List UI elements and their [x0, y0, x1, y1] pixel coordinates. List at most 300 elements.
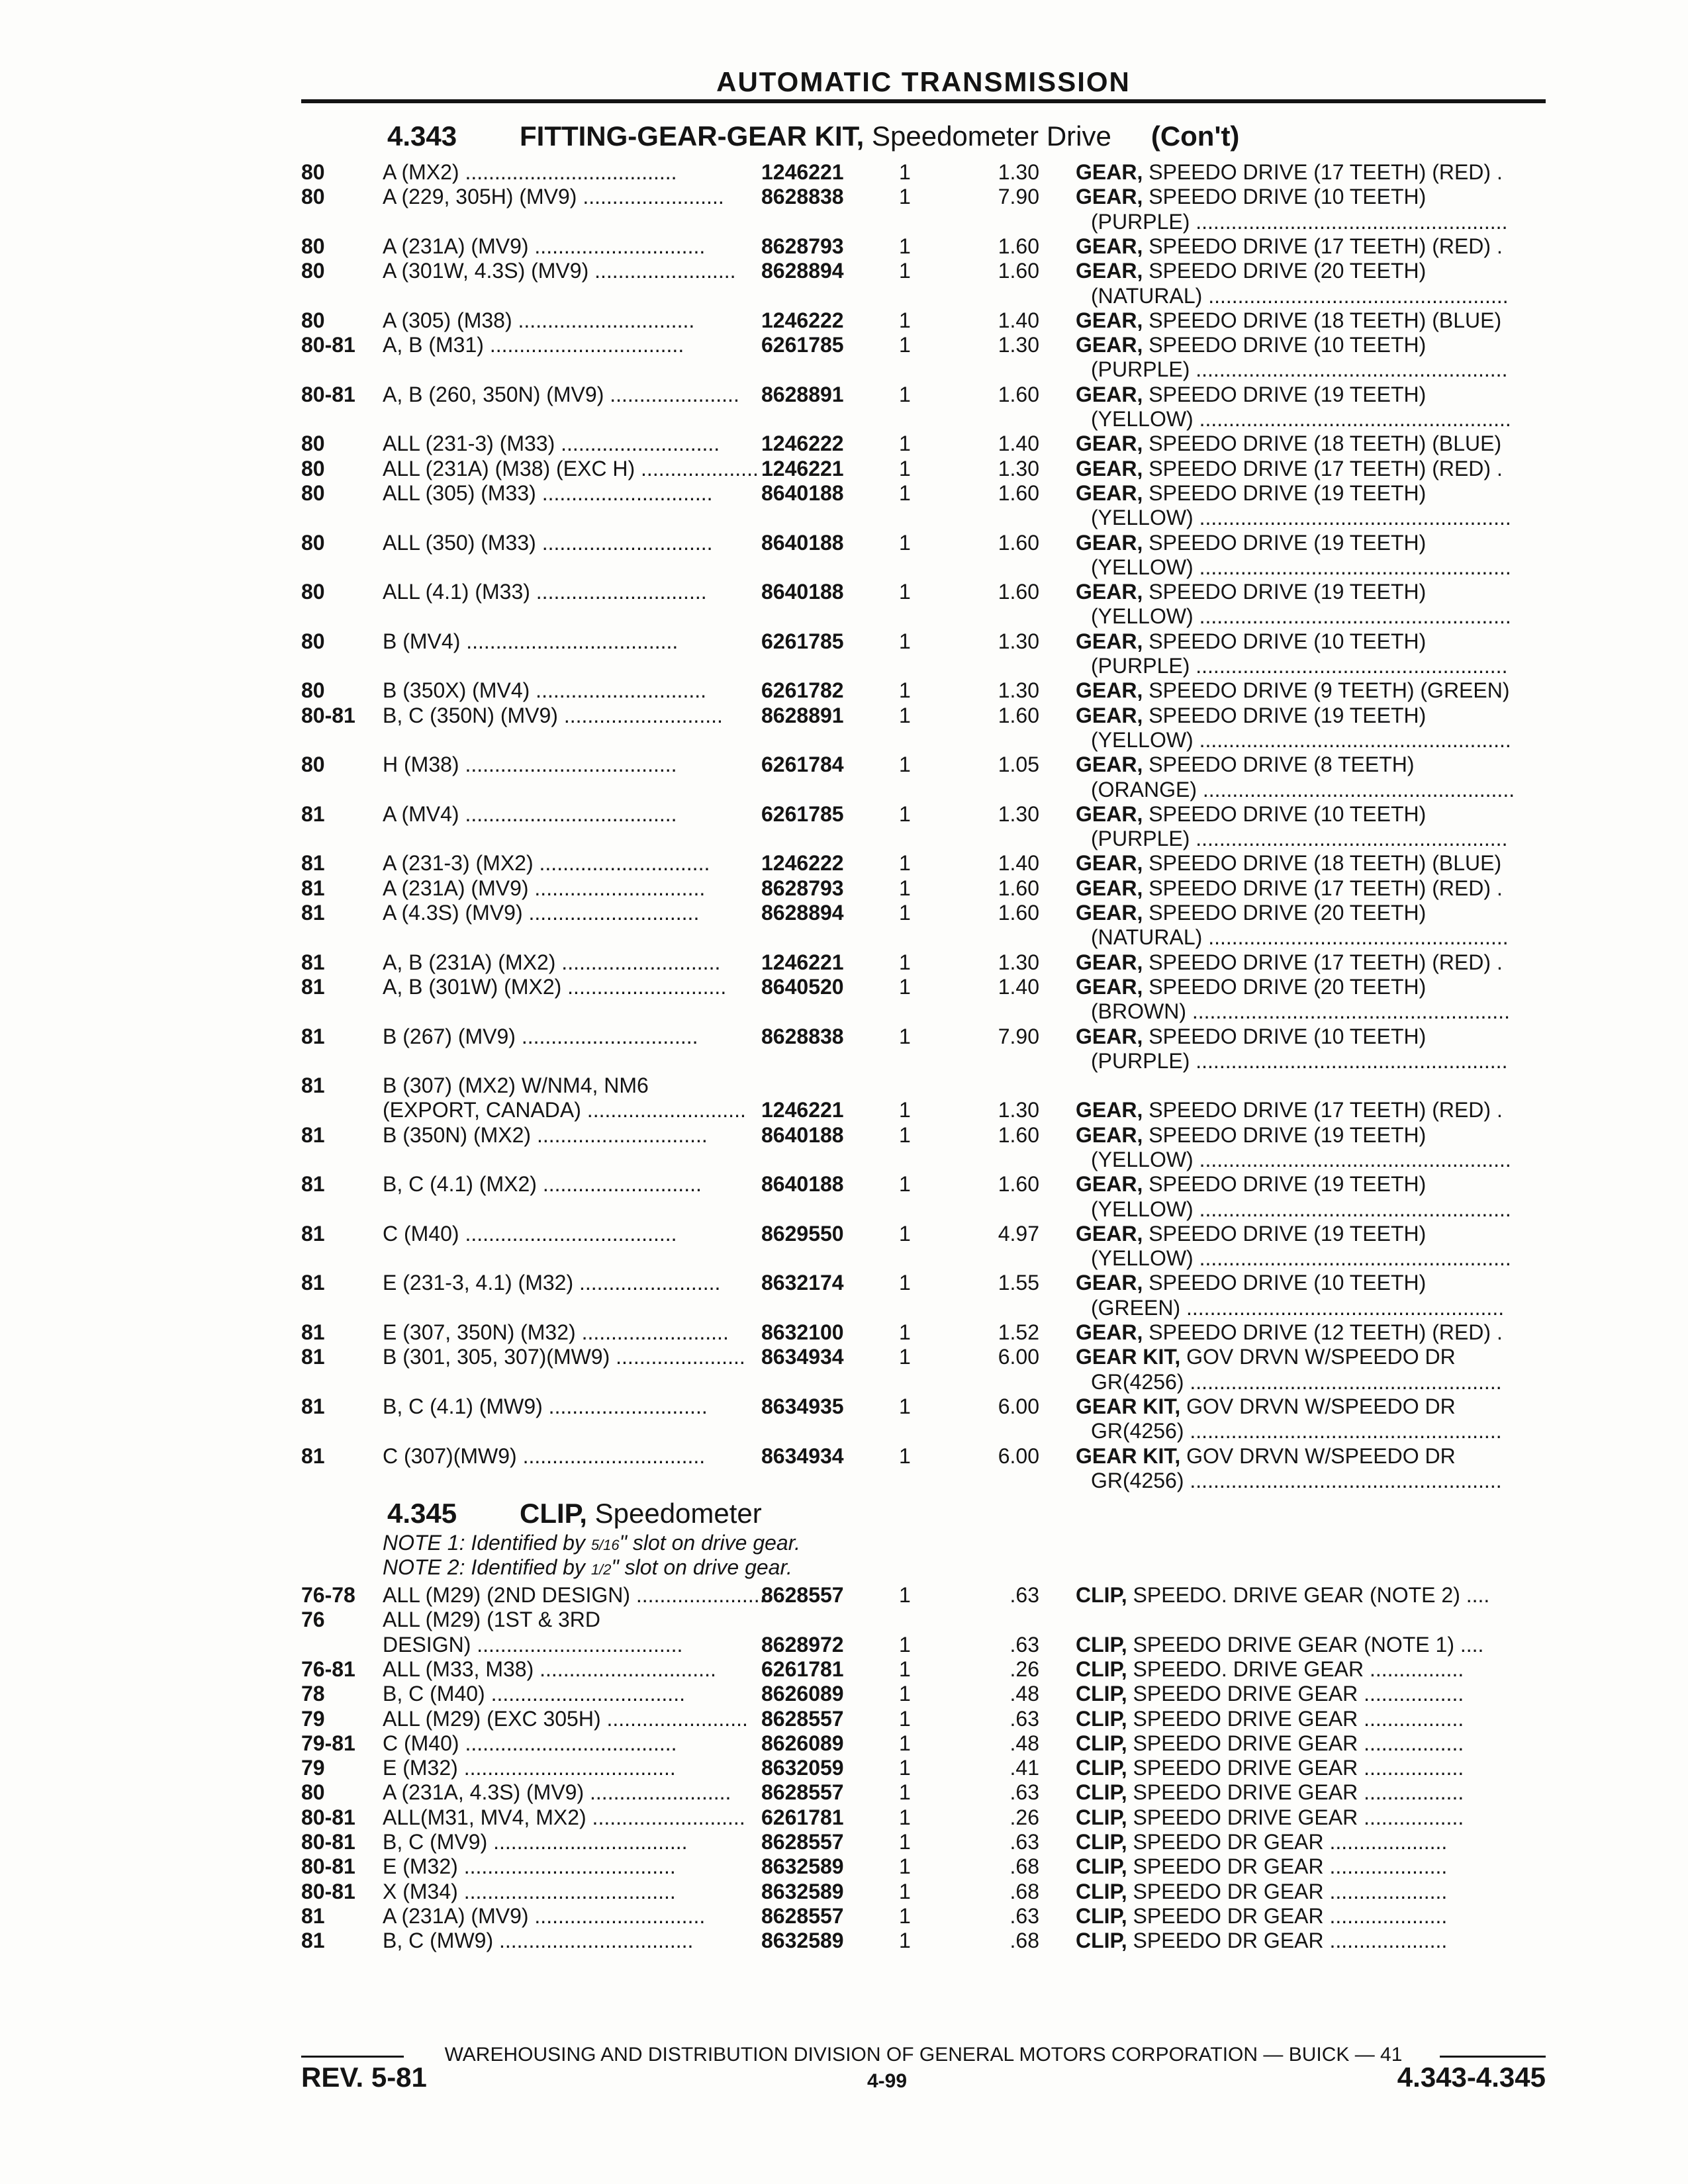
- table-row: [0, 506, 1688, 530]
- description: [1076, 950, 1542, 975]
- description-keyword: GEAR,: [1076, 185, 1143, 208]
- description: [1091, 1469, 1558, 1493]
- table-row: [0, 999, 1688, 1024]
- model-year: 81: [301, 1444, 325, 1468]
- table-row: [0, 580, 1688, 604]
- model-year: 81: [301, 901, 325, 925]
- quantity: 1: [899, 851, 911, 875]
- application: A (MX2) ....................................: [383, 160, 677, 184]
- description-text: (YELLOW) .....................................................: [1091, 1246, 1511, 1270]
- table-row: [0, 827, 1688, 851]
- description: [1091, 210, 1558, 234]
- model-year: 81: [301, 802, 325, 826]
- description: [1091, 1049, 1558, 1073]
- description-text: (NATURAL) ...................................................: [1091, 284, 1509, 308]
- table-row: [0, 851, 1688, 876]
- model-year: 80: [301, 457, 325, 480]
- description-text: (GREEN) ......................................................: [1091, 1296, 1505, 1320]
- table-row: [0, 901, 1688, 925]
- description: [1091, 827, 1558, 851]
- price: .68: [1009, 1929, 1039, 1952]
- price: 7.90: [998, 185, 1039, 208]
- description-text: SPEEDO DRIVE (19 TEETH): [1143, 1222, 1427, 1246]
- price: 1.30: [998, 950, 1039, 974]
- section-title-rest: Speedometer Drive: [871, 120, 1111, 152]
- quantity: 1: [899, 1394, 911, 1418]
- part-number: 1246222: [761, 851, 844, 875]
- description: [1091, 1148, 1558, 1172]
- part-number: 8628894: [761, 901, 844, 925]
- application: B, C (4.1) (MX2) ...........................: [383, 1172, 702, 1196]
- description-text: SPEEDO DRIVE (17 TEETH) (RED) .: [1143, 876, 1503, 900]
- description-keyword: GEAR,: [1076, 481, 1143, 505]
- description-text: SPEEDO DRIVE (10 TEETH): [1143, 629, 1427, 653]
- part-number: 6261781: [761, 1657, 844, 1681]
- description-text: SPEEDO DRIVE (10 TEETH): [1143, 185, 1427, 208]
- section-title-bold: FITTING-GEAR-GEAR KIT,: [520, 120, 865, 152]
- model-year: 81: [301, 1123, 325, 1147]
- application: A (4.3S) (MV9) .............................: [383, 901, 700, 925]
- part-number: 8634934: [761, 1444, 844, 1468]
- quantity: 1: [899, 531, 911, 555]
- price: .26: [1009, 1805, 1039, 1829]
- description-text: (PURPLE) .....................................................: [1091, 210, 1508, 234]
- description: [1091, 1246, 1558, 1271]
- description-text: SPEEDO DRIVE (19 TEETH): [1143, 481, 1427, 505]
- table-row: [0, 1830, 1688, 1854]
- price: .41: [1009, 1756, 1039, 1780]
- part-number: 1246221: [761, 1098, 844, 1122]
- table-row: [0, 432, 1688, 456]
- table-row: [0, 1320, 1688, 1345]
- description: [1076, 160, 1542, 185]
- price: 7.90: [998, 1024, 1039, 1048]
- description-text: SPEEDO DRIVE (20 TEETH): [1143, 975, 1427, 999]
- price: .63: [1009, 1583, 1039, 1607]
- description-text: SPEEDO DRIVE (20 TEETH): [1143, 259, 1427, 283]
- section-continued: (Con't): [1150, 120, 1240, 152]
- quantity: 1: [899, 457, 911, 480]
- table-row: [0, 160, 1688, 185]
- quantity: 1: [899, 383, 911, 406]
- description-keyword: GEAR,: [1076, 901, 1143, 925]
- table-row: [0, 654, 1688, 678]
- table-row: [0, 1172, 1688, 1197]
- application: ALL (4.1) (M33) .............................: [383, 580, 707, 604]
- table-row: [0, 1657, 1688, 1682]
- application: A (301W, 4.3S) (MV9) ........................: [383, 259, 736, 283]
- description-keyword: CLIP,: [1076, 1583, 1127, 1607]
- description-text: SPEEDO DR GEAR ....................: [1127, 1904, 1448, 1928]
- description-text: SPEEDO DRIVE (19 TEETH): [1143, 1123, 1427, 1147]
- quantity: 1: [899, 975, 911, 999]
- description-keyword: GEAR,: [1076, 1024, 1143, 1048]
- table-row: [0, 185, 1688, 209]
- description-text: SPEEDO DRIVE (19 TEETH): [1143, 531, 1427, 555]
- application: ALL (231A) (M38) (EXC H) ....................: [383, 457, 759, 480]
- model-year: 76: [301, 1608, 325, 1631]
- model-year: 81: [301, 1394, 325, 1418]
- application: E (M32) ....................................: [383, 1756, 676, 1780]
- price: 6.00: [998, 1394, 1039, 1418]
- part-number: 8628557: [761, 1830, 844, 1854]
- description-text: (YELLOW) .....................................................: [1091, 555, 1511, 579]
- model-year: 80: [301, 580, 325, 604]
- description-text: (YELLOW) .....................................................: [1091, 407, 1511, 431]
- price: 1.40: [998, 851, 1039, 875]
- price: 1.60: [998, 1123, 1039, 1147]
- price: 1.40: [998, 432, 1039, 455]
- description: [1076, 1707, 1542, 1731]
- quantity: 1: [899, 901, 911, 925]
- price: .63: [1009, 1904, 1039, 1928]
- description: [1091, 999, 1558, 1024]
- description-text: SPEEDO DRIVE (17 TEETH) (RED) .: [1143, 457, 1503, 480]
- description-keyword: GEAR,: [1076, 1222, 1143, 1246]
- part-number: 6261782: [761, 678, 844, 702]
- description-text: SPEEDO DRIVE (9 TEETH) (GREEN): [1143, 678, 1510, 702]
- model-year: 80: [301, 259, 325, 283]
- price: 6.00: [998, 1444, 1039, 1468]
- description: [1076, 580, 1542, 604]
- part-number: 8640188: [761, 531, 844, 555]
- quantity: 1: [899, 308, 911, 332]
- description-text: SPEEDO DRIVE (19 TEETH): [1143, 1172, 1427, 1196]
- application: E (M32) ....................................: [383, 1854, 676, 1878]
- description: [1076, 1583, 1542, 1608]
- application: X (M34) ....................................: [383, 1880, 676, 1903]
- part-number: 8640188: [761, 1123, 844, 1147]
- description: [1076, 234, 1542, 259]
- price: 1.30: [998, 160, 1039, 184]
- model-year: 80: [301, 1780, 325, 1804]
- part-number: 8628838: [761, 1024, 844, 1048]
- table-row: [0, 259, 1688, 283]
- price: 1.60: [998, 383, 1039, 406]
- description-text: (YELLOW) .....................................................: [1091, 728, 1511, 752]
- part-number: 8628793: [761, 234, 844, 258]
- description: [1076, 1271, 1542, 1295]
- description-keyword: GEAR,: [1076, 752, 1143, 776]
- part-number: 1246221: [761, 160, 844, 184]
- model-year: 78: [301, 1682, 325, 1706]
- quantity: 1: [899, 1929, 911, 1952]
- description: [1076, 1904, 1542, 1929]
- description: [1076, 1320, 1542, 1345]
- quantity: 1: [899, 1780, 911, 1804]
- model-year: 81: [301, 1172, 325, 1196]
- table-row: [0, 284, 1688, 308]
- quantity: 1: [899, 1682, 911, 1706]
- description: [1076, 851, 1542, 876]
- model-year: 80: [301, 234, 325, 258]
- description: [1091, 1296, 1558, 1320]
- model-year: 76-81: [301, 1657, 355, 1681]
- table-row: [0, 1854, 1688, 1879]
- description: [1076, 1780, 1542, 1805]
- application: A (231A) (MV9) .............................: [383, 876, 706, 900]
- price: .68: [1009, 1854, 1039, 1878]
- part-number: 8632059: [761, 1756, 844, 1780]
- table-row: [0, 704, 1688, 728]
- description: [1091, 728, 1558, 752]
- model-year: 81: [301, 950, 325, 974]
- part-number: 8628972: [761, 1633, 844, 1657]
- description: [1076, 531, 1542, 555]
- description-text: (PURPLE) .....................................................: [1091, 654, 1508, 678]
- description-text: SPEEDO DRIVE (19 TEETH): [1143, 580, 1427, 604]
- quantity: 1: [899, 1904, 911, 1928]
- part-number: 1246222: [761, 432, 844, 455]
- description-keyword: GEAR,: [1076, 1098, 1143, 1122]
- note-2: NOTE 2: Identified by 1/2" slot on drive gear.: [383, 1555, 792, 1579]
- part-number: 6261785: [761, 802, 844, 826]
- table-row: [0, 357, 1688, 382]
- model-year: 81: [301, 1073, 325, 1097]
- description-text: (PURPLE) .....................................................: [1091, 827, 1508, 850]
- table-row: [0, 678, 1688, 703]
- description: [1076, 1880, 1542, 1904]
- description: [1076, 1756, 1542, 1780]
- table-row: [0, 1444, 1688, 1469]
- part-number: 8632589: [761, 1929, 844, 1952]
- description-text: (ORANGE) .....................................................: [1091, 778, 1515, 801]
- application: B, C (MW9) .................................: [383, 1929, 694, 1952]
- table-row: [0, 1469, 1688, 1493]
- model-year: 79: [301, 1707, 325, 1731]
- description-keyword: CLIP,: [1076, 1780, 1127, 1804]
- description-keyword: CLIP,: [1076, 1929, 1127, 1952]
- application: B (307) (MX2) W/NM4, NM6: [383, 1073, 649, 1097]
- description: [1076, 975, 1542, 999]
- description-keyword: CLIP,: [1076, 1633, 1127, 1657]
- quantity: 1: [899, 1657, 911, 1681]
- application: C (M40) ....................................: [383, 1222, 677, 1246]
- description: [1091, 284, 1558, 308]
- description-text: SPEEDO DRIVE GEAR .................: [1127, 1682, 1464, 1706]
- description-text: SPEEDO DRIVE (20 TEETH): [1143, 901, 1427, 925]
- quantity: 1: [899, 678, 911, 702]
- description-text: GOV DRVN W/SPEEDO DR: [1180, 1394, 1456, 1418]
- model-year: 81: [301, 1024, 325, 1048]
- table-row: [0, 925, 1688, 950]
- section-number: 4.343: [387, 120, 457, 152]
- model-year: 80: [301, 531, 325, 555]
- application: B (350X) (MV4) .............................: [383, 678, 706, 702]
- description: [1076, 1024, 1542, 1049]
- description-text: SPEEDO DRIVE GEAR .................: [1127, 1756, 1464, 1780]
- section-title-bold: CLIP,: [520, 1498, 587, 1529]
- description-text: SPEEDO DRIVE GEAR .................: [1127, 1707, 1464, 1731]
- description: [1076, 383, 1542, 407]
- description-text: GOV DRVN W/SPEEDO DR: [1180, 1345, 1456, 1369]
- description-text: SPEEDO DRIVE (19 TEETH): [1143, 383, 1427, 406]
- price: 1.40: [998, 308, 1039, 332]
- price: .48: [1009, 1682, 1039, 1706]
- application: A (231A) (MV9) .............................: [383, 1904, 706, 1928]
- description: [1076, 185, 1542, 209]
- description-keyword: GEAR,: [1076, 1271, 1143, 1295]
- quantity: 1: [899, 752, 911, 776]
- part-number: 8640520: [761, 975, 844, 999]
- description: [1076, 1657, 1542, 1682]
- part-number: 8628557: [761, 1583, 844, 1607]
- part-number: 8632589: [761, 1854, 844, 1878]
- description-keyword: GEAR KIT,: [1076, 1394, 1181, 1418]
- description-text: SPEEDO DRIVE (18 TEETH) (BLUE): [1143, 432, 1502, 455]
- description-text: (PURPLE) .....................................................: [1091, 357, 1508, 381]
- description-keyword: CLIP,: [1076, 1657, 1127, 1681]
- model-year: 81: [301, 876, 325, 900]
- price: 1.60: [998, 1172, 1039, 1196]
- table-row: [0, 1394, 1688, 1419]
- section-header-4-343: [387, 120, 1239, 152]
- quantity: 1: [899, 259, 911, 283]
- description: [1091, 1370, 1558, 1394]
- table-row: [0, 629, 1688, 654]
- part-number: 8626089: [761, 1731, 844, 1755]
- application: A, B (231A) (MX2) ...........................: [383, 950, 721, 974]
- application: A (305) (M38) ..............................: [383, 308, 695, 332]
- part-number: 8628557: [761, 1707, 844, 1731]
- price: .63: [1009, 1780, 1039, 1804]
- description-keyword: GEAR KIT,: [1076, 1444, 1181, 1468]
- description-keyword: GEAR KIT,: [1076, 1345, 1181, 1369]
- description-text: GR(4256) .....................................................: [1091, 1469, 1502, 1492]
- description-keyword: GEAR,: [1076, 802, 1143, 826]
- part-number: 1246222: [761, 308, 844, 332]
- application: C (307)(MW9) ...............................: [383, 1444, 706, 1468]
- quantity: 1: [899, 185, 911, 208]
- description: [1076, 1805, 1542, 1830]
- part-number: 8628838: [761, 185, 844, 208]
- table-row: [0, 1073, 1688, 1098]
- model-year: 80: [301, 481, 325, 505]
- application: A (229, 305H) (MV9) ........................: [383, 185, 724, 208]
- table-row: [0, 457, 1688, 481]
- description-text: SPEEDO DR GEAR ....................: [1127, 1830, 1448, 1854]
- page-number: 4-99: [867, 2070, 908, 2092]
- table-row: [0, 1123, 1688, 1148]
- quantity: 1: [899, 1024, 911, 1048]
- quantity: 1: [899, 1320, 911, 1344]
- description: [1076, 1123, 1542, 1148]
- description: [1076, 704, 1542, 728]
- description-keyword: GEAR,: [1076, 975, 1143, 999]
- quantity: 1: [899, 1854, 911, 1878]
- application: (EXPORT, CANADA) ...........................: [383, 1098, 746, 1122]
- description-text: (YELLOW) .....................................................: [1091, 604, 1511, 628]
- table-row: [0, 1345, 1688, 1369]
- description: [1076, 333, 1542, 357]
- page-title: AUTOMATIC TRANSMISSION: [716, 66, 1131, 97]
- description-text: SPEEDO DRIVE (10 TEETH): [1143, 802, 1427, 826]
- part-number: 8634934: [761, 1345, 844, 1369]
- model-year: 81: [301, 1320, 325, 1344]
- description: [1076, 308, 1542, 333]
- description-text: SPEEDO DRIVE (18 TEETH) (BLUE): [1143, 851, 1502, 875]
- quantity: 1: [899, 1444, 911, 1468]
- table-row: [0, 308, 1688, 333]
- price: 1.05: [998, 752, 1039, 776]
- description: [1076, 752, 1542, 777]
- price: 1.60: [998, 481, 1039, 505]
- model-year: 76-78: [301, 1583, 355, 1607]
- application: B, C (4.1) (MW9) ...........................: [383, 1394, 708, 1418]
- table-row: [0, 1633, 1688, 1657]
- application: A, B (M31) .................................: [383, 333, 684, 357]
- part-number: 8628891: [761, 704, 844, 727]
- description: [1076, 1394, 1542, 1419]
- model-year: 79-81: [301, 1731, 355, 1755]
- section-header-4-345: [387, 1498, 762, 1529]
- section-title-rest: Speedometer: [594, 1498, 762, 1529]
- model-year: 80: [301, 432, 325, 455]
- table-row: [0, 555, 1688, 580]
- application: DESIGN) ...................................: [383, 1633, 683, 1657]
- table-row: [0, 1197, 1688, 1222]
- description: [1076, 876, 1542, 901]
- note-1: NOTE 1: Identified by 5/16" slot on drive gear.: [383, 1531, 801, 1555]
- table-row: [0, 531, 1688, 555]
- description-keyword: GEAR,: [1076, 876, 1143, 900]
- model-year: 80: [301, 678, 325, 702]
- header-rule: [301, 99, 1546, 103]
- description-keyword: GEAR,: [1076, 851, 1143, 875]
- table-row: [0, 383, 1688, 407]
- table-row: [0, 950, 1688, 975]
- application: B, C (M40) .................................: [383, 1682, 685, 1706]
- quantity: 1: [899, 876, 911, 900]
- model-year: 80-81: [301, 333, 355, 357]
- description-keyword: GEAR,: [1076, 160, 1143, 184]
- description: [1091, 357, 1558, 382]
- description-text: SPEEDO. DRIVE GEAR ................: [1127, 1657, 1464, 1681]
- part-number: 8632100: [761, 1320, 844, 1344]
- description-text: SPEEDO DR GEAR ....................: [1127, 1929, 1448, 1952]
- description-text: SPEEDO DRIVE GEAR (NOTE 1) ....: [1127, 1633, 1484, 1657]
- table-row: [0, 210, 1688, 234]
- table-row: [0, 1608, 1688, 1632]
- table-row: [0, 1731, 1688, 1756]
- part-number: 1246221: [761, 950, 844, 974]
- description: [1091, 604, 1558, 629]
- table-row: [0, 1024, 1688, 1049]
- description: [1091, 1419, 1558, 1443]
- description-text: SPEEDO DRIVE (10 TEETH): [1143, 1271, 1427, 1295]
- description-keyword: CLIP,: [1076, 1682, 1127, 1706]
- model-year: 80: [301, 160, 325, 184]
- table-row: [0, 604, 1688, 629]
- description-keyword: CLIP,: [1076, 1731, 1127, 1755]
- description-text: (YELLOW) .....................................................: [1091, 1197, 1511, 1221]
- part-number: 8640188: [761, 580, 844, 604]
- description-text: (PURPLE) .....................................................: [1091, 1049, 1508, 1073]
- application: E (307, 350N) (M32) .........................: [383, 1320, 729, 1344]
- application: ALL(M31, MV4, MX2) ..........................: [383, 1805, 745, 1829]
- description-keyword: CLIP,: [1076, 1880, 1127, 1903]
- application: ALL (M33, M38) ..............................: [383, 1657, 716, 1681]
- part-number: 8629550: [761, 1222, 844, 1246]
- table-row: [0, 333, 1688, 357]
- footer-division: WAREHOUSING AND DISTRIBUTION DIVISION OF GENERAL MOTORS CORPORATION — BUICK — 41: [444, 2044, 1403, 2066]
- table-row: [0, 1370, 1688, 1394]
- model-year: 81: [301, 1904, 325, 1928]
- quantity: 1: [899, 432, 911, 455]
- table-row: [0, 1148, 1688, 1172]
- price: .63: [1009, 1633, 1039, 1657]
- model-year: 81: [301, 1271, 325, 1295]
